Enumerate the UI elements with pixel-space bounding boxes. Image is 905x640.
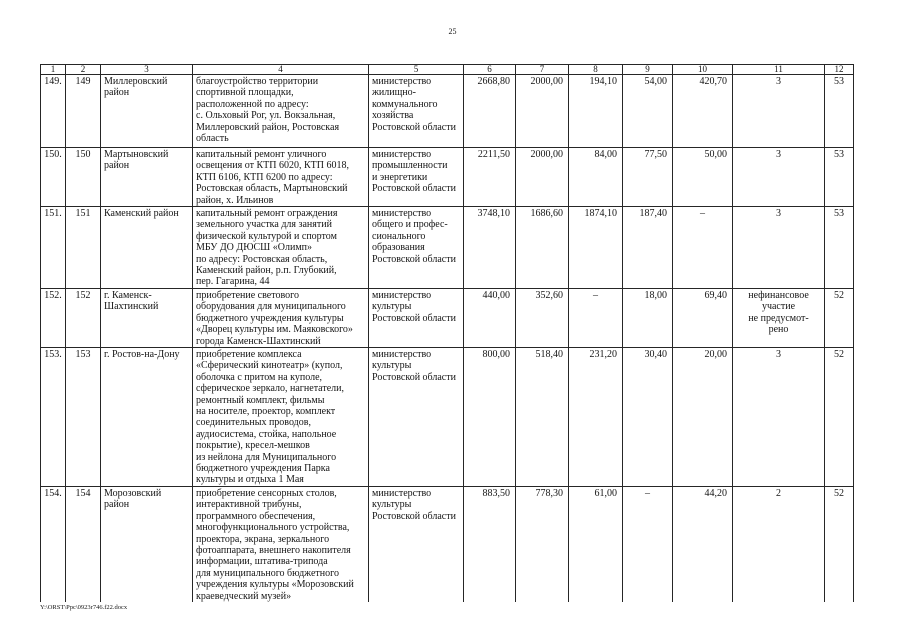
table-cell-col-1: 152. (41, 288, 66, 347)
table-cell-col-5: министерство культуры Ростовской области (369, 347, 464, 486)
table-cell-col-10: 420,70 (673, 75, 733, 148)
table-cell-col-8: 1874,10 (569, 207, 623, 289)
table-cell-col-7: 352,60 (516, 288, 569, 347)
table-cell-col-1: 154. (41, 486, 66, 602)
table-cell-col-11: 3 (733, 75, 825, 148)
table-cell-col-10: – (673, 207, 733, 289)
table-cell-col-4: благоустройство территории спортивной площадки, расположенной по адресу: с. Ольховый Рог, ул. Вокзальная, Миллеровский район, Ростовская область (193, 75, 369, 148)
column-number: 6 (464, 65, 516, 75)
column-number: 7 (516, 65, 569, 75)
table-cell-col-6: 883,50 (464, 486, 516, 602)
table-cell-col-10: 69,40 (673, 288, 733, 347)
table-cell-col-7: 778,30 (516, 486, 569, 602)
table-cell-col-6: 800,00 (464, 347, 516, 486)
table-cell-col-12: 52 (825, 486, 854, 602)
table-cell-col-3: г. Каменск- Шахтинский (101, 288, 193, 347)
table-cell-col-2: 153 (66, 347, 101, 486)
table-cell-col-8: 84,00 (569, 148, 623, 207)
table-cell-col-2: 154 (66, 486, 101, 602)
table-row (41, 288, 854, 347)
column-number: 8 (569, 65, 623, 75)
page-number: 25 (448, 27, 457, 36)
table-cell-col-9: 30,40 (623, 347, 673, 486)
table-cell-col-2: 149 (66, 75, 101, 148)
table-cell-col-4: приобретение сенсорных столов, интерактивной трибуны, программного обеспечения, многофункционального устройства, проектора, экрана, зеркального фотоаппарата, внешнего накопителя информации, штатива-трипода для муниципального бюджетного учреждения культуры «Морозовский краеведческий музей» (193, 486, 369, 602)
table-cell-col-2: 151 (66, 207, 101, 289)
table-cell-col-3: Мартыновский район (101, 148, 193, 207)
column-number: 4 (193, 65, 369, 75)
data-table (40, 64, 854, 602)
table-cell-col-6: 2668,80 (464, 75, 516, 148)
table-cell-col-4: приобретение комплекса «Сферический кинотеатр» (купол, оболочка с притом на куполе, сферическое зеркало, нагнетатели, ремонтный комплект, фильмы на носителе, проектор, комплект соединительных проводов, аудиосистема, стойка, напольное покрытие), кресел-мешков из нейлона для Муниципального бюджетного учреждения Парка культуры и отдыха 1 Мая (193, 347, 369, 486)
table-cell-col-5: министерство культуры Ростовской области (369, 486, 464, 602)
table-cell-col-2: 150 (66, 148, 101, 207)
table-cell-col-5: министерство общего и профес- сионального образования Ростовской области (369, 207, 464, 289)
table-cell-col-12: 52 (825, 347, 854, 486)
table-cell-col-11: 2 (733, 486, 825, 602)
table-cell-col-10: 50,00 (673, 148, 733, 207)
table-cell-col-11: 3 (733, 347, 825, 486)
table-cell-col-5: министерство культуры Ростовской области (369, 288, 464, 347)
table-cell-col-1: 149. (41, 75, 66, 148)
table-cell-col-12: 52 (825, 288, 854, 347)
table-cell-col-2: 152 (66, 288, 101, 347)
table-cell-col-11: 3 (733, 207, 825, 289)
table-cell-col-9: 18,00 (623, 288, 673, 347)
table-cell-col-7: 1686,60 (516, 207, 569, 289)
table-row (41, 75, 854, 148)
table-cell-col-12: 53 (825, 207, 854, 289)
table-cell-col-6: 2211,50 (464, 148, 516, 207)
column-number: 11 (733, 65, 825, 75)
table-cell-col-7: 2000,00 (516, 75, 569, 148)
table-cell-col-1: 150. (41, 148, 66, 207)
table-cell-col-6: 3748,10 (464, 207, 516, 289)
table-cell-col-9: 54,00 (623, 75, 673, 148)
column-number: 10 (673, 65, 733, 75)
column-number: 5 (369, 65, 464, 75)
table-cell-col-4: капитальный ремонт ограждения земельного участка для занятий физической культурой и спортом МБУ ДО ДЮСШ «Олимп» по адресу: Ростовская область, Каменский район, р.п. Глубокий, пер. Гагарина, 44 (193, 207, 369, 289)
table-cell-col-9: 187,40 (623, 207, 673, 289)
table-header (41, 65, 854, 75)
table-row (41, 347, 854, 486)
table-cell-col-7: 2000,00 (516, 148, 569, 207)
column-number: 12 (825, 65, 854, 75)
file-path-footer: Y:\ORST\Ppc\0923r746.f22.docx (40, 604, 128, 611)
table-cell-col-3: Каменский район (101, 207, 193, 289)
table-row (41, 148, 854, 207)
table-cell-col-9: – (623, 486, 673, 602)
table-row (41, 207, 854, 289)
column-number-row (41, 65, 854, 75)
table-cell-col-12: 53 (825, 75, 854, 148)
table-cell-col-10: 44,20 (673, 486, 733, 602)
column-number: 1 (41, 65, 66, 75)
table-cell-col-5: министерство жилищно- коммунального хозяйства Ростовской области (369, 75, 464, 148)
table-body (41, 75, 854, 603)
table-cell-col-10: 20,00 (673, 347, 733, 486)
table-cell-col-8: 61,00 (569, 486, 623, 602)
table-cell-col-4: приобретение светового оборудования для муниципального бюджетного учреждения культуры «Дворец культуры им. Маяковского» города Каменск-Шахтинский (193, 288, 369, 347)
table-cell-col-1: 153. (41, 347, 66, 486)
column-number: 9 (623, 65, 673, 75)
table-cell-col-11: 3 (733, 148, 825, 207)
table-cell-col-8: – (569, 288, 623, 347)
table-cell-col-3: Морозовский район (101, 486, 193, 602)
table-cell-col-8: 194,10 (569, 75, 623, 148)
table-cell-col-11: нефинансовое участие не предусмот- рено (733, 288, 825, 347)
table-cell-col-9: 77,50 (623, 148, 673, 207)
column-number: 3 (101, 65, 193, 75)
table-cell-col-6: 440,00 (464, 288, 516, 347)
table-cell-col-8: 231,20 (569, 347, 623, 486)
table-cell-col-1: 151. (41, 207, 66, 289)
table-cell-col-3: г. Ростов-на-Дону (101, 347, 193, 486)
table-cell-col-5: министерство промышленности и энергетики Ростовской области (369, 148, 464, 207)
table-row (41, 486, 854, 602)
column-number: 2 (66, 65, 101, 75)
table-cell-col-4: капитальный ремонт уличного освещения от КТП 6020, КТП 6018, КТП 6106, КТП 6200 по адресу: Ростовская область, Мартыновский район, х. Ильинов (193, 148, 369, 207)
table-cell-col-12: 53 (825, 148, 854, 207)
table-cell-col-3: Миллеровский район (101, 75, 193, 148)
table-cell-col-7: 518,40 (516, 347, 569, 486)
